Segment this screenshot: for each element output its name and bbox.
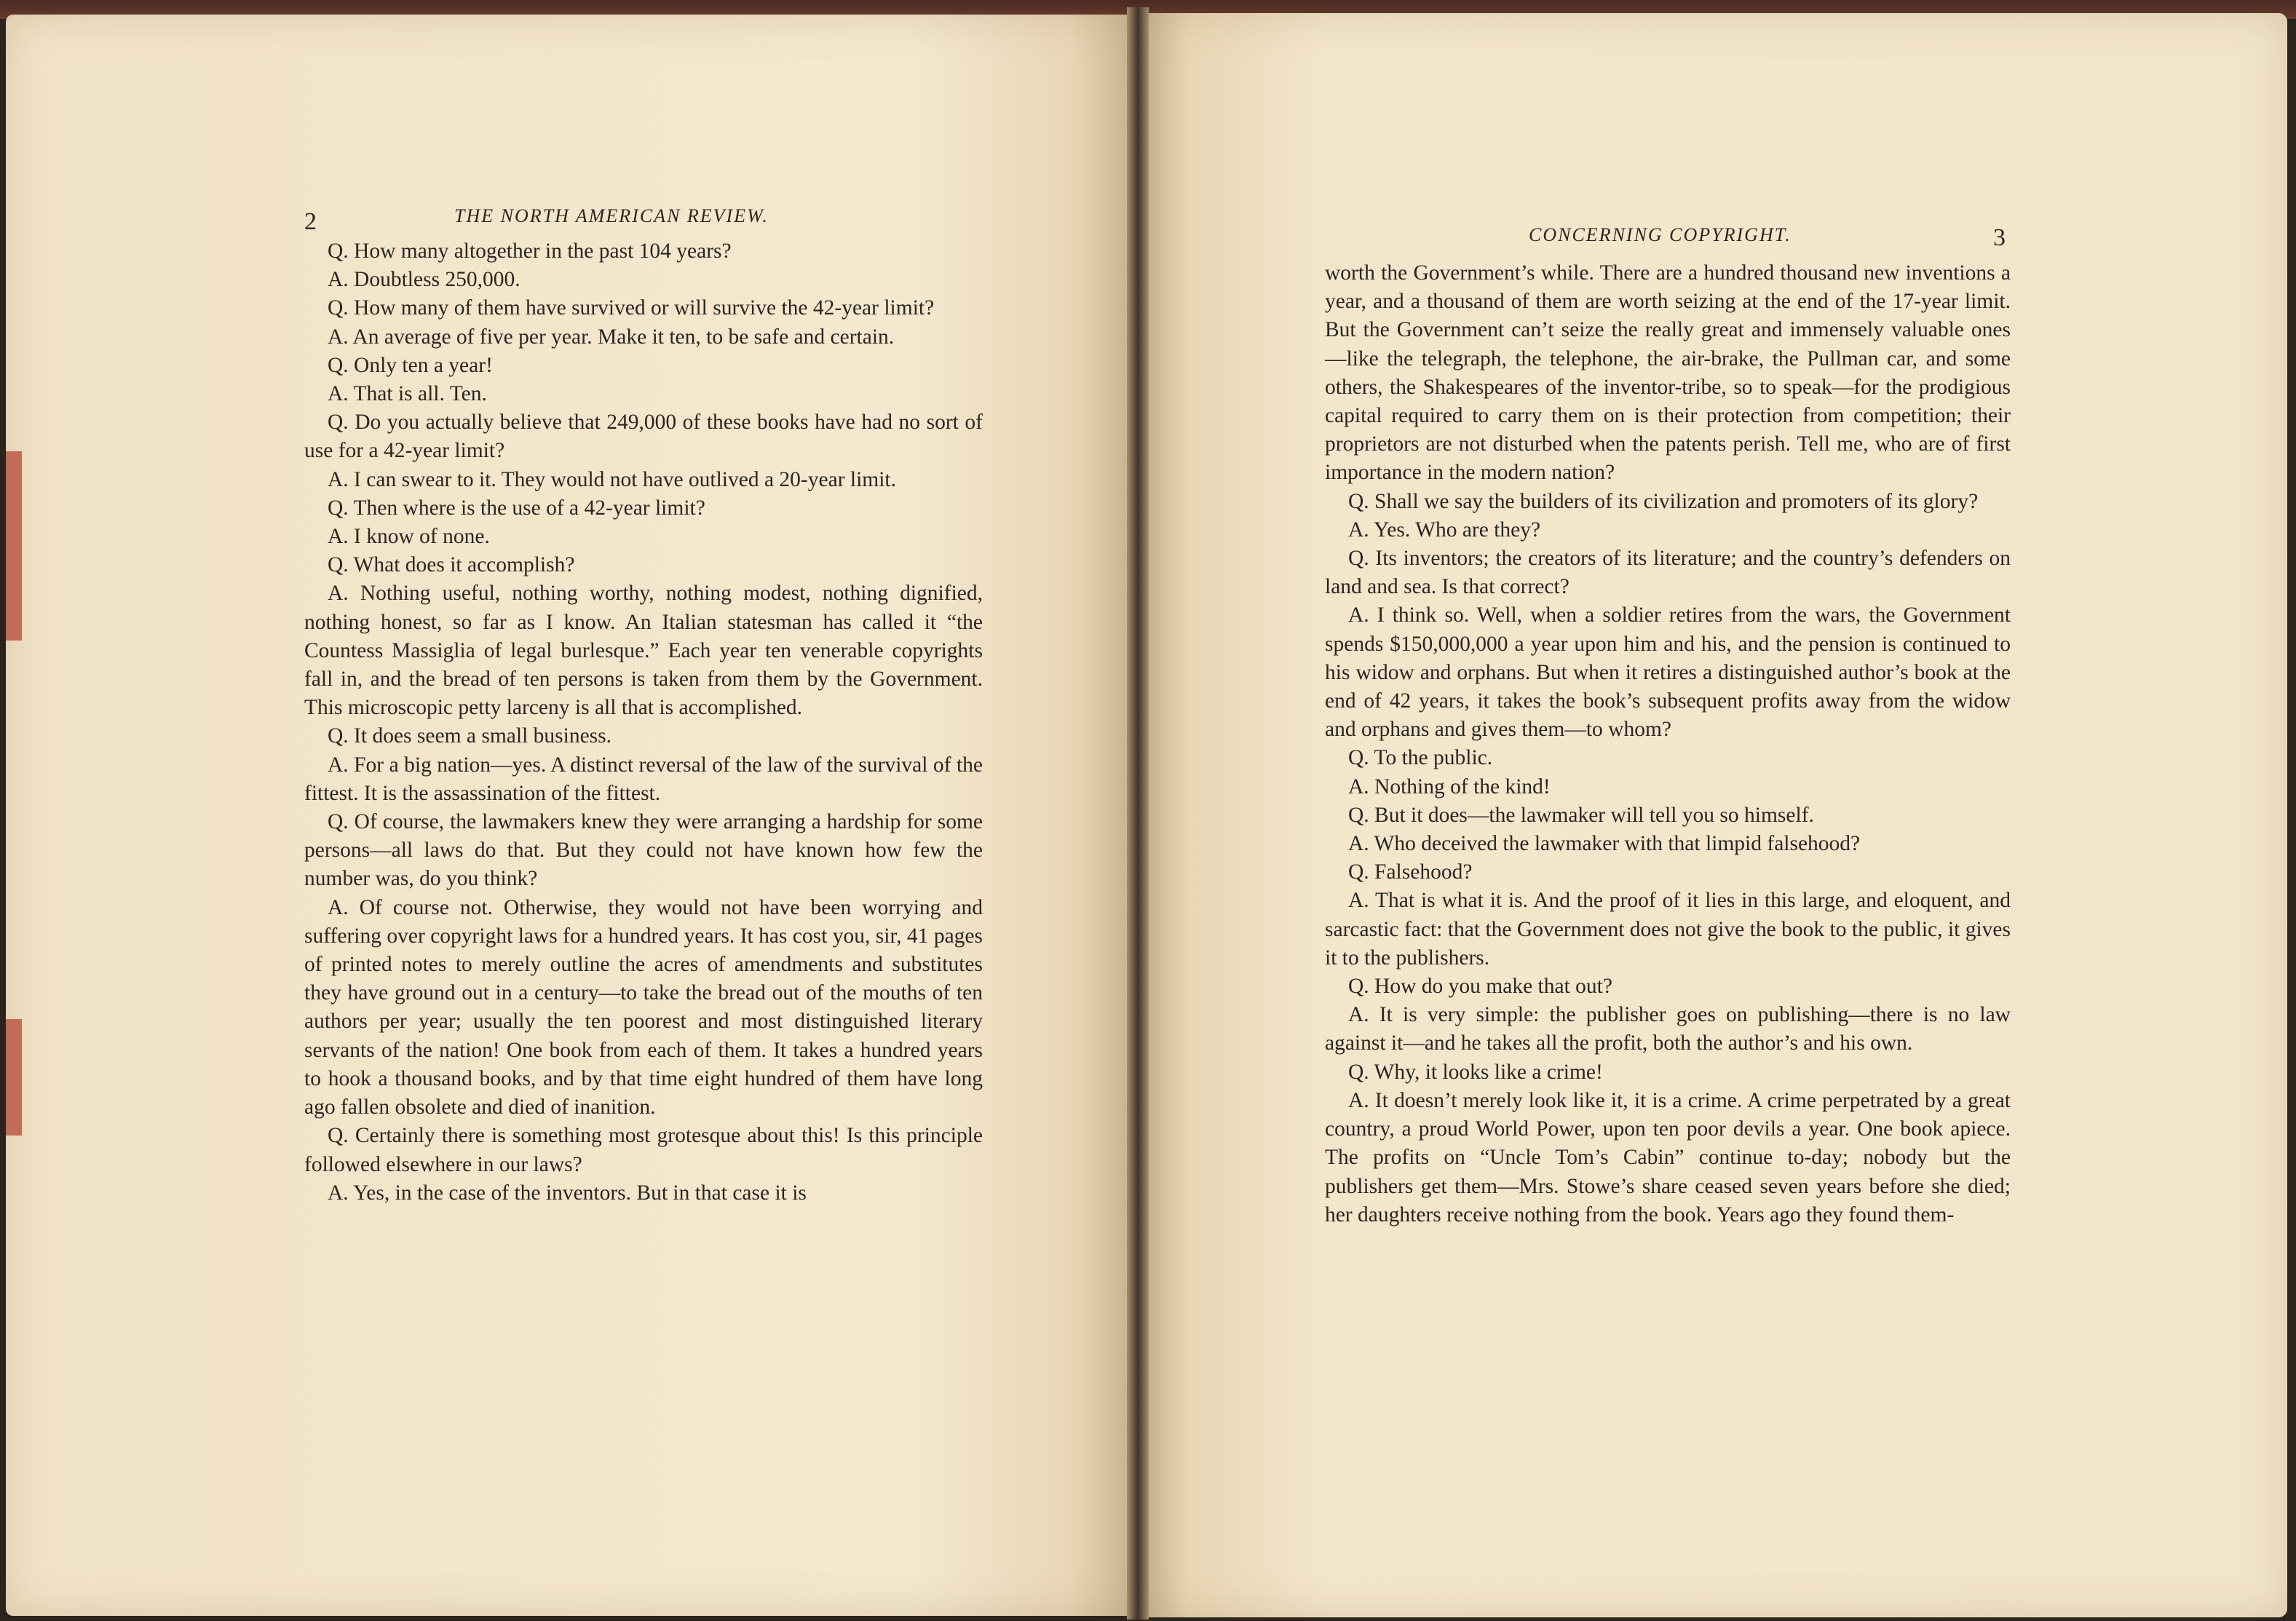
paragraph: A. An average of five per year. Make it ten, to be safe and certain.: [328, 325, 895, 349]
paragraph: A. Of course not. Otherwise, they would not have been worrying and suffering over copyright laws for a hundred years. It has cost you, sir, 41 pages of printed notes to merely outline the acres of amendments and substitutes they have ground out in a century—to take the bread out of the mouths of ten authors per year; usually the ten poorest and most distinguished literary servants of the nation! One book from each of them. It takes a hundred years to hook a thousand books, and by that time eight hundred of them have long ago fallen obsolete and died of inanition.: [304, 895, 983, 1119]
paragraph: Q. But it does—the lawmaker will tell you so himself.: [1348, 803, 1814, 827]
paragraph: Q. Why, it looks like a crime!: [1348, 1060, 1603, 1084]
paragraph: Q. Then where is the use of a 42-year limit?: [328, 496, 705, 520]
paragraph: A. Yes, in the case of the inventors. But in that case it is: [328, 1181, 807, 1205]
paragraph: Q. What does it accomplish?: [328, 553, 575, 577]
paragraph: A. Doubtless 250,000.: [328, 268, 520, 292]
left-page: [6, 15, 1136, 1616]
paragraph: Q. Do you actually believe that 249,000 of these books have had no sort of use for a 42-year limit?: [304, 411, 983, 463]
paragraph: Q. To the public.: [1348, 746, 1493, 770]
paragraph: Q. Of course, the lawmakers knew they were arranging a hardship for some persons—all laws do that. But they could not have known how few the number was, do you think?: [304, 810, 983, 891]
body-text: [304, 237, 983, 1208]
paragraph: Q. Certainly there is something most grotesque about this! Is this principle followed elsewhere in our laws?: [304, 1124, 983, 1176]
paragraph: A. It is very simple: the publisher goes on publishing—there is no law against it—and he takes all the profit, both the author’s and his own.: [1325, 1003, 2011, 1055]
paragraph: Q. Its inventors; the creators of its literature; and the country’s defenders on land and sea. Is that correct?: [1325, 547, 2011, 599]
page-number: 2: [304, 208, 317, 235]
paragraph: A. It doesn’t merely look like it, it is a crime. A crime perpetrated by a great country, a proud World Power, upon ten poor devils a year. One book apiece. The profits on “Uncle Tom’s Cabin” continue to-day; nobody but the publishers get them—Mrs. Stowe’s share ceased seven years before she died; her daughters receive nothing from the book. Years ago they found them-: [1325, 1088, 2011, 1226]
running-head: THE NORTH AMERICAN REVIEW.: [454, 205, 769, 226]
right-page: [1141, 13, 2287, 1617]
body-text: [1325, 259, 2011, 1229]
running-head: CONCERNING COPYRIGHT.: [1529, 224, 1792, 245]
paragraph: A. I think so. Well, when a soldier retires from the wars, the Government spends $150,000,000 a year upon him and his, and the pension is continued to his widow and orphans. But when it retires a distinguished author’s book at the end of 42 years, it takes the book’s subsequent profits away from the widow and orphans and gives them—to whom?: [1325, 603, 2011, 742]
paragraph: Q. How many altogether in the past 104 years?: [328, 239, 732, 263]
paragraph: A. Yes. Who are they?: [1348, 518, 1541, 542]
paragraph: A. Nothing useful, nothing worthy, nothing modest, nothing dignified, nothing honest, so far as I know. An Italian statesman has called it “the Countess Massiglia of legal burlesque.” Each year ten venerable copyrights fall in, and the bread of ten persons is taken from them by the Government. This microscopic petty larceny is all that is accomplished.: [304, 582, 983, 720]
paragraph: A. Nothing of the kind!: [1348, 774, 1551, 798]
book-gutter: [1127, 7, 1149, 1620]
paragraph: Q. Shall we say the builders of its civilization and promoters of its glory?: [1348, 489, 1979, 513]
paragraph: A. That is all. Ten.: [328, 382, 487, 406]
paper-stain: [6, 1019, 22, 1136]
paragraph: A. That is what it is. And the proof of it lies in this large, and eloquent, and sarcastic fact: that the Government does not give the book to the public, it gives it to the publishers.: [1325, 889, 2011, 970]
paragraph: A. I know of none.: [328, 525, 490, 549]
paragraph: Q. How many of them have survived or will survive the 42-year limit?: [328, 296, 935, 320]
paragraph: worth the Government’s while. There are a hundred thousand new inventions a year, and a thousand of them are worth seizing at the end of the 17-year limit. But the Government can’t seize the really great and immensely valuable ones—like the telegraph, the telephone, the air-brake, the Pullman car, and some others, the Shakespeares of the inventor-tribe, so to speak—for the prodigious capital required to carry them on is their protection from competition; their proprietors are not disturbed when the patents perish. Tell me, who are of first importance in the modern nation?: [1325, 261, 2011, 485]
paragraph: Q. It does seem a small business.: [328, 724, 611, 748]
paragraph: Q. How do you make that out?: [1348, 975, 1612, 999]
paragraph: A. For a big nation—yes. A distinct reversal of the law of the survival of the fittest. It is the assassination of the fittest.: [304, 753, 983, 805]
paragraph: A. I can swear to it. They would not have outlived a 20-year limit.: [328, 467, 897, 491]
page-number: 3: [1993, 224, 2006, 251]
paragraph: A. Who deceived the lawmaker with that limpid falsehood?: [1348, 832, 1861, 856]
paragraph: Q. Falsehood?: [1348, 860, 1473, 884]
paper-stain: [6, 451, 22, 641]
paragraph: Q. Only ten a year!: [328, 353, 493, 377]
